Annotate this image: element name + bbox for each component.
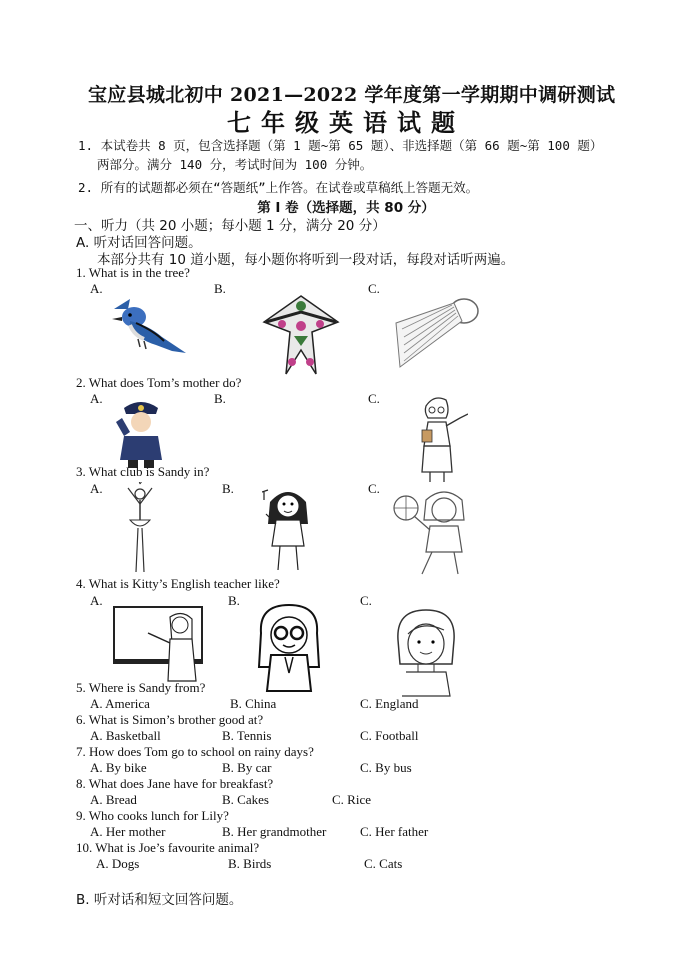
question-2: 2. What does Tom’s mother do?: [76, 375, 242, 390]
q4-option-c: C.: [360, 593, 372, 608]
shuttlecock-image: [392, 293, 488, 373]
girl-singing-image: [262, 484, 314, 574]
question-7: 7. How does Tom go to school on rainy days?: [76, 744, 314, 759]
teacher-at-blackboard-image: [112, 603, 204, 683]
q3-option-a: A.: [90, 481, 103, 496]
exam-subtitle: 七年级英语试题: [227, 108, 465, 137]
q3-option-b: B.: [222, 481, 234, 496]
volume-title: 第 I 卷（选择题，共 80 分）: [257, 200, 435, 216]
q2-option-c: C.: [368, 391, 380, 406]
question-5: 5. Where is Sandy from?: [76, 680, 206, 695]
teacher-with-pointer-image: [412, 392, 468, 484]
q10-option-c: C. Cats: [364, 856, 403, 871]
q8-option-b: B. Cakes: [222, 792, 269, 807]
part-b-title: B. 听对话和短文回答问题。: [76, 892, 243, 908]
question-1: 1. What is in the tree?: [76, 265, 190, 280]
q9-option-c: C. Her father: [360, 824, 429, 839]
instruction-1: 1. 本试卷共 8 页，包含选择题（第 1 题~第 65 题）、非选择题（第 66 题~第 100 题）: [78, 138, 603, 153]
exam-title: 宝应县城北初中 2021—2022 学年度第一学期期中调研测试: [88, 84, 616, 106]
q5-option-a: A. America: [90, 696, 150, 711]
q1-option-a: A.: [90, 281, 103, 296]
q9-option-a: A. Her mother: [90, 824, 166, 839]
instruction-1-cont: 两部分。满分 140 分，考试时间为 100 分钟。: [97, 157, 373, 172]
swallow-kite-image: [262, 292, 340, 378]
q5-option-c: C. England: [360, 696, 419, 711]
ballet-dancer-image: [120, 482, 160, 574]
part-a-title: A. 听对话回答问题。: [76, 235, 202, 251]
q6-option-c: C. Football: [360, 728, 419, 743]
q5-option-b: B. China: [230, 696, 277, 711]
question-9: 9. Who cooks lunch for Lily?: [76, 808, 229, 823]
q6-option-b: B. Tennis: [222, 728, 272, 743]
teacher-with-glasses-image: [255, 603, 323, 693]
q9-option-b: B. Her grandmother: [222, 824, 327, 839]
q2-option-a: A.: [90, 391, 103, 406]
girl-basketball-image: [392, 486, 482, 578]
police-officer-image: [110, 396, 172, 468]
q10-option-b: B. Birds: [228, 856, 272, 871]
question-10: 10. What is Joe’s favourite animal?: [76, 840, 260, 855]
blue-jay-bird-image: [108, 295, 192, 357]
question-8: 8. What does Jane have for breakfast?: [76, 776, 274, 791]
q7-option-b: B. By car: [222, 760, 272, 775]
q3-option-c: C.: [368, 481, 380, 496]
part-a-description: 本部分共有 10 道小题，每小题你将听到一段对话，每段对话听两遍。: [97, 252, 515, 268]
instruction-2: 2. 所有的试题都必须在“答题纸”上作答。在试卷或草稿纸上答题无效。: [78, 180, 479, 195]
q1-option-c: C.: [368, 281, 380, 296]
q7-option-a: A. By bike: [90, 760, 147, 775]
q7-option-c: C. By bus: [360, 760, 412, 775]
question-4: 4. What is Kitty’s English teacher like?: [76, 576, 280, 591]
q8-option-c: C. Rice: [332, 792, 371, 807]
q10-option-a: A. Dogs: [96, 856, 140, 871]
q2-option-b: B.: [214, 391, 226, 406]
q4-option-b: B.: [228, 593, 240, 608]
question-3: 3. What club is Sandy in?: [76, 464, 210, 479]
smiling-woman-image: [392, 606, 460, 698]
q4-option-a: A.: [90, 593, 103, 608]
q6-option-a: A. Basketball: [90, 728, 161, 743]
q8-option-a: A. Bread: [90, 792, 137, 807]
section-heading-listening: 一、听力（共 20 小题；每小题 1 分，满分 20 分）: [74, 218, 386, 234]
q1-option-b: B.: [214, 281, 226, 296]
question-6: 6. What is Simon’s brother good at?: [76, 712, 264, 727]
